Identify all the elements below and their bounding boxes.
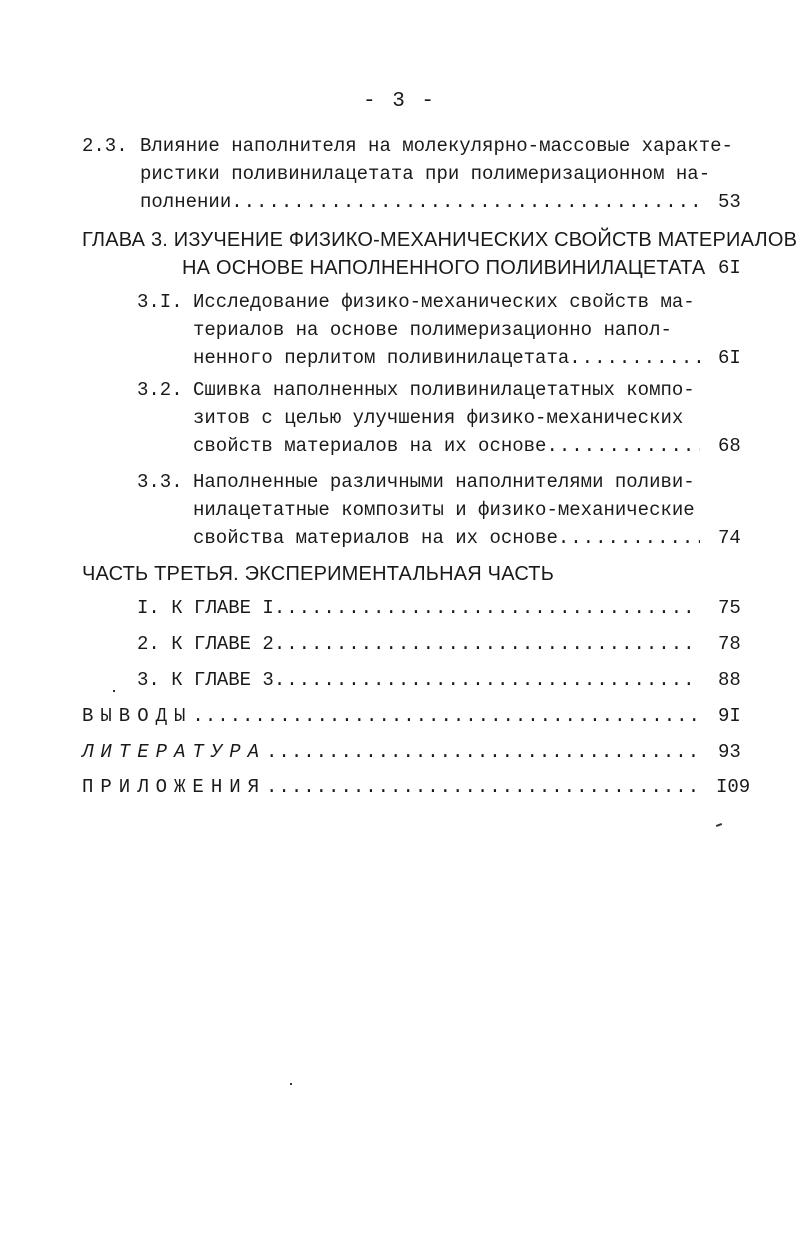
toc-text-line: нилацетатные композиты и физико-механические [193,499,695,521]
toc-text-line: полнении [140,191,232,213]
toc-text-line: Влияние наполнителя на молекулярно-массовые характе- [140,135,733,157]
chapter-heading-line: НА ОСНОВЕ НАПОЛНЕННОГО ПОЛИВИНИЛАЦЕТАТА [182,257,706,279]
toc-text-line: Сшивка наполненных поливинилацетатных компо- [193,379,695,401]
toc-leader-line [82,702,700,730]
toc-number: 3.I. [137,291,183,313]
scan-speck [290,1083,292,1085]
toc-page-number: 53 [718,191,741,213]
page-number: - 3 - [362,90,436,113]
toc-text-line: ристики поливинилацетата при полимеризационном на- [140,163,711,185]
toc-text-line: 2. К ГЛАВЕ 2 [137,633,274,655]
toc-text-line: Наполненные различными наполнителями поливи- [193,471,695,493]
dot-leader [274,666,700,694]
dot-leader [558,524,700,552]
dot-leader [266,773,700,801]
toc-number: 3.3. [137,471,183,493]
dot-leader [266,738,700,766]
toc-leader-line [82,773,700,801]
toc-text-line: I. К ГЛАВЕ I [137,597,274,619]
toc-text-line: свойства материалов на их основе [193,527,558,549]
toc-leader-line [193,524,700,552]
toc-page-number: 88 [718,669,741,691]
toc-text-line: свойств материалов на их основе [193,435,547,457]
toc-leader-line [182,254,706,282]
toc-text-line: зитов с целью улучшения физико-механических [193,407,684,429]
toc-number: 2.3. [82,135,128,157]
toc-leader-line [193,432,700,460]
toc-number: 3.2. [137,379,183,401]
toc-text-line: ненного перлитом поливинилацетата [193,347,570,369]
toc-leader-line [193,344,700,372]
toc-page-number: 6I [718,347,741,369]
toc-text-line: 3. К ГЛАВЕ 3 [137,669,274,691]
toc-leader-line [137,594,700,622]
toc-text-line: териалов на основе полимеризационно напол- [193,319,672,341]
part-heading[interactable]: ЧАСТЬ ТРЕТЬЯ. ЭКСПЕРИМЕНТАЛЬНАЯ ЧАСТЬ [82,563,555,585]
toc-text-line: ЛИТЕРАТУРА [82,741,267,763]
toc-text-line: ПРИЛОЖЕНИЯ [82,776,267,798]
toc-page-number: 6I [718,257,741,279]
toc-leader-line [137,630,700,658]
toc-leader-line [140,188,700,216]
toc-page-number: 78 [718,633,741,655]
toc-text-line: ВЫВОДЫ [82,705,193,727]
toc-page-number: 93 [718,741,741,763]
toc-leader-line [82,738,700,766]
toc-page-number: I09 [716,776,751,798]
dot-leader [231,188,700,216]
toc-leader-line [137,666,700,694]
toc-page-number: 74 [718,527,741,549]
scan-speck [113,690,115,692]
toc-page-number: 68 [718,435,741,457]
dot-leader [274,630,700,658]
dot-leader [546,432,700,460]
toc-page-number: 75 [718,597,741,619]
chapter-heading-line: ГЛАВА 3. ИЗУЧЕНИЕ ФИЗИКО-МЕХАНИЧЕСКИХ СВОЙСТВ МАТЕРИАЛОВ [82,229,798,251]
toc-text-line: Исследование физико-механических свойств ма- [193,291,695,313]
dot-leader [569,344,700,372]
dot-leader [192,702,700,730]
scan-speck [716,823,722,827]
dot-leader [274,594,700,622]
toc-page-number: 9I [718,705,741,727]
